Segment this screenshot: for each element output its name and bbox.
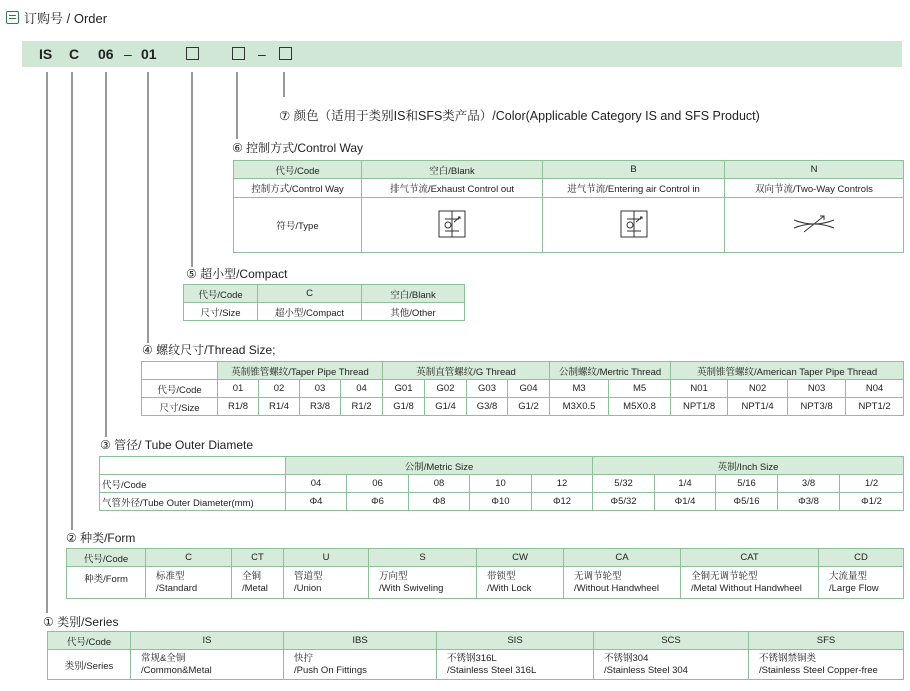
thread-size-cell: R1/2 [341,398,383,416]
form-desc-cell-en: /Metal Without Handwheel [691,582,802,594]
thread-code-cell: G01 [383,380,425,398]
code-control-box [232,47,245,60]
series-desc-cell [131,650,284,680]
form-desc-cell-cn: 带锁型 [487,570,516,582]
tube-table [99,456,904,511]
compact-head: 空白/Blank [362,285,465,303]
control-head: B [543,161,725,179]
thread-size-cell: R1/8 [218,398,259,416]
thread-code-cell: M5 [609,380,671,398]
tube-dia-row [100,493,904,511]
series-desc-cell-cn: 不锈钢304 [604,652,649,664]
control-cell: 控制方式/Control Way [234,179,362,198]
tube-dia-cell: Φ1/2 [840,493,904,511]
form-desc-cell [232,567,284,599]
form-desc-cell-en: /Without Handwheel [574,582,660,594]
series-desc-cell-en: /Common&Metal [141,664,212,676]
thread-size-cell: NPT1/2 [846,398,904,416]
control-head: N [725,161,904,179]
form-code-label: 代号/Code [67,549,146,567]
exhaust-valve-symbol-icon [362,198,543,253]
tube-dia-cell: Φ8 [409,493,470,511]
thread-code-cell: G02 [425,380,467,398]
form-code-row [67,549,904,567]
thread-code-cell: G03 [467,380,508,398]
thread-table [141,361,904,416]
series-desc-cell-cn: 快拧 [294,652,314,664]
form-code-cell: CAT [681,549,819,567]
control-table [233,160,904,253]
tube-code-cell: 1/2 [840,475,904,493]
order-title-text: 订购号 / Order [24,11,108,26]
series-code-label: 代号/Code [48,632,131,650]
form-code-cell: S [369,549,477,567]
form-desc-cell [284,567,369,599]
series-desc-cell-en: /Stainless Steel 304 [604,664,688,676]
form-title: ② 种类/Form [66,531,136,545]
form-desc-row [67,567,904,599]
code-series: IS [39,46,53,62]
code-tube: 06 [98,46,114,62]
code-compact-box [186,47,199,60]
thread-size-cell: G3/8 [467,398,508,416]
tube-code-cell: 08 [409,475,470,493]
tube-dia-cell: Φ5/16 [716,493,778,511]
form-code-cell: U [284,549,369,567]
thread-size-label: 尺寸/Size [142,398,218,416]
thread-code-cell: 04 [341,380,383,398]
control-cell: 排气节流/Exhaust Control out [362,179,543,198]
series-desc-cell-cn: 不锈钢316L [447,652,497,664]
thread-group: 公制螺纹/Mertric Thread [550,362,671,380]
form-desc-cell-cn: 管道型 [294,570,323,582]
thread-code-label: 代号/Code [142,380,218,398]
tube-dia-cell: Φ3/8 [778,493,840,511]
form-desc-cell-en: /Metal [242,582,268,594]
form-desc-cell [564,567,681,599]
series-code-cell: SCS [594,632,749,650]
compact-title: ⑤ 超小型/Compact [186,267,288,281]
series-code-cell: IBS [284,632,437,650]
series-row-label: 类别/Series [48,650,131,680]
series-table [47,631,904,680]
tube-code-cell: 04 [286,475,347,493]
series-desc-cell [437,650,594,680]
control-title: ⑥ 控制方式/Control Way [232,141,363,155]
series-desc-cell [594,650,749,680]
form-desc-cell [146,567,232,599]
series-desc-cell-en: /Stainless Steel 316L [447,664,537,676]
tube-code-cell: 5/32 [593,475,655,493]
thread-group: 英制锥管螺纹/American Taper Pipe Thread [671,362,904,380]
form-desc-cell-en: /With Lock [487,582,532,594]
form-code-cell: CW [477,549,564,567]
control-head: 代号/Code [234,161,362,179]
form-code-cell: CA [564,549,681,567]
tube-title: ③ 管径/ Tube Outer Diamete [100,438,254,452]
tube-dia-cell: Φ10 [470,493,532,511]
tube-code-row [100,475,904,493]
document-icon [6,11,19,24]
thread-code-cell: M3 [550,380,609,398]
tube-dia-cell: Φ1/4 [655,493,716,511]
series-desc-cell-cn: 常规&全铜 [141,652,186,664]
form-desc-cell [369,567,477,599]
thread-size-cell: NPT3/8 [788,398,846,416]
tube-dia-cell: Φ12 [532,493,593,511]
thread-code-cell: N02 [728,380,788,398]
thread-group: 英制锥管螺纹/Taper Pipe Thread [218,362,383,380]
two-way-throttle-symbol-icon [725,198,904,253]
tube-code-cell: 12 [532,475,593,493]
series-desc-cell [284,650,437,680]
compact-head: C [258,285,362,303]
thread-code-cell: N01 [671,380,728,398]
compact-cell: 尺寸/Size [184,303,258,321]
form-desc-cell-cn: 标准型 [156,570,185,582]
form-desc-cell-cn: 全铜无调节轮型 [691,570,758,582]
thread-size-cell: NPT1/8 [671,398,728,416]
tube-dia-cell: Φ5/32 [593,493,655,511]
form-desc-cell-en: /Large Flow [829,582,879,594]
compact-cell: 超小型/Compact [258,303,362,321]
series-desc-cell-en: /Stainless Steel Copper-free [759,664,878,676]
control-head: 空白/Blank [362,161,543,179]
series-code-row [48,632,904,650]
form-row-label: 种类/Form [67,567,146,599]
control-type-label: 符号/Type [234,198,362,253]
form-desc-cell-en: /Union [294,582,322,594]
form-desc-cell-en: /Standard [156,582,198,594]
thread-code-cell: 03 [300,380,341,398]
form-code-cell: C [146,549,232,567]
form-desc-cell-en: /With Swiveling [379,582,444,594]
form-table [66,548,904,599]
color-note: ⑦ 颜色（适用于类别IS和SFS类产品）/Color(Applicable Category IS and SFS Product) [279,109,760,123]
control-cell: 双向节流/Two-Way Controls [725,179,904,198]
code-color-box [279,47,292,60]
thread-size-cell: G1/8 [383,398,425,416]
tube-code-label: 代号/Code [100,475,286,493]
code-thread: 01 [141,46,157,62]
tube-dia-label: 气管外径/Tube Outer Diameter(mm) [100,493,286,511]
code-dash-2: – [258,46,266,62]
thread-size-cell: NPT1/4 [728,398,788,416]
tube-group: 英制/Inch Size [593,457,904,475]
tube-code-cell: 06 [347,475,409,493]
series-desc-cell [749,650,904,680]
entering-valve-symbol-icon [543,198,725,253]
thread-code-cell: 01 [218,380,259,398]
compact-head: 代号/Code [184,285,258,303]
compact-table [183,284,465,321]
form-desc-cell-cn: 大流量型 [829,570,868,582]
tube-code-cell: 1/4 [655,475,716,493]
tube-code-cell: 3/8 [778,475,840,493]
tube-dia-cell: Φ4 [286,493,347,511]
form-desc-cell-cn: 全铜 [242,570,262,582]
tube-code-cell: 5/16 [716,475,778,493]
thread-title: ④ 螺纹尺寸/Thread Size; [142,343,276,357]
thread-code-cell: N03 [788,380,846,398]
code-dash: – [124,46,132,62]
thread-size-cell: M5X0.8 [609,398,671,416]
thread-size-row [142,398,904,416]
series-desc-cell-en: /Push On Fittings [294,664,367,676]
series-desc-cell-cn: 不锈钢禁铜类 [759,652,817,664]
form-code-cell: CT [232,549,284,567]
series-code-cell: SFS [749,632,904,650]
thread-code-cell: G04 [508,380,550,398]
thread-size-cell: G1/2 [508,398,550,416]
form-desc-cell [819,567,904,599]
form-desc-cell [477,567,564,599]
tube-dia-cell: Φ6 [347,493,409,511]
order-title [6,8,107,27]
thread-group: 英制直管螺纹/G Thread [383,362,550,380]
form-desc-cell [681,567,819,599]
series-code-cell: SIS [437,632,594,650]
thread-code-cell: N04 [846,380,904,398]
thread-code-cell: 02 [259,380,300,398]
thread-size-cell: G1/4 [425,398,467,416]
thread-size-cell: R3/8 [300,398,341,416]
series-code-cell: IS [131,632,284,650]
tube-code-cell: 10 [470,475,532,493]
form-code-cell: CD [819,549,904,567]
thread-size-cell: M3X0.5 [550,398,609,416]
thread-code-row [142,380,904,398]
form-desc-cell-cn: 万向型 [379,570,408,582]
compact-cell: 其他/Other [362,303,465,321]
control-cell: 进气节流/Entering air Control in [543,179,725,198]
code-form: C [69,46,80,62]
series-title: ① 类别/Series [43,615,119,629]
series-desc-row [48,650,904,680]
form-desc-cell-cn: 无调节轮型 [574,570,622,582]
tube-group: 公制/Metric Size [286,457,593,475]
thread-size-cell: R1/4 [259,398,300,416]
